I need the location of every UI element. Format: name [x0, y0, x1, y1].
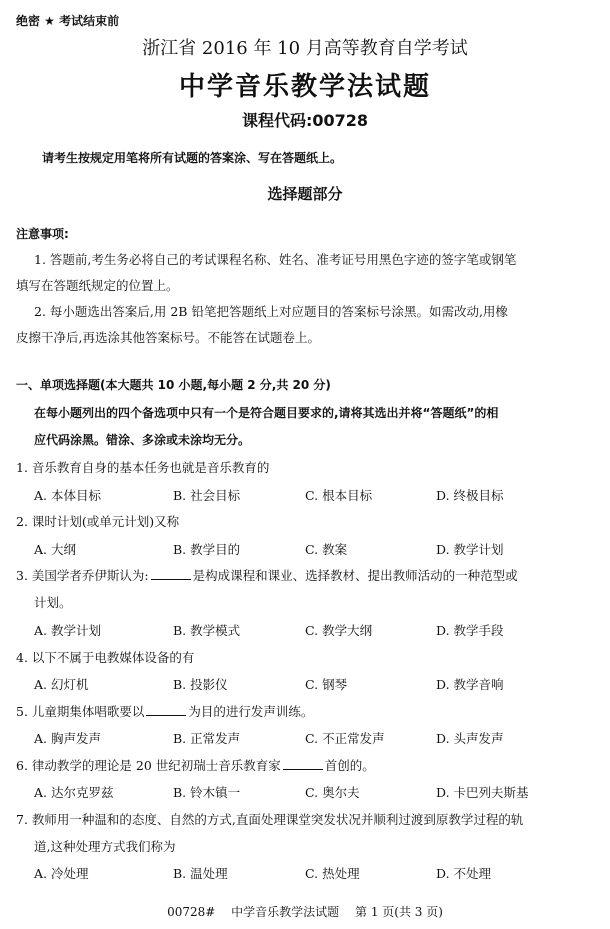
question-4-option-a: A. 幻灯机	[34, 677, 89, 692]
question-7-stem: 7. 教师用一种温和的态度、自然的方式,直面处理课堂突发状况并顺利过渡到原教学过程的轨	[16, 812, 524, 827]
answer-blank	[283, 757, 323, 770]
footer-subject: 中学音乐教学法试题	[231, 905, 340, 919]
question-6-stem	[16, 756, 375, 774]
question-4-stem: 4. 以下不属于电教媒体设备的有	[16, 650, 195, 665]
notice-item-2-line-2: 皮擦干净后,再选涂其他答案标号。不能答在试题卷上。	[16, 330, 320, 345]
question-5-stem-pre: 5. 儿童期集体唱歌要以	[16, 704, 145, 719]
question-5-stem-post: 为目的进行发声训练。	[188, 704, 314, 719]
answer-blank	[146, 703, 186, 716]
question-6-option-a: A. 达尔克罗兹	[34, 785, 114, 800]
page-footer	[0, 903, 610, 920]
footer-page-number: 第 1 页(共 3 页)	[355, 905, 443, 919]
question-3-option-a: A. 教学计划	[34, 623, 101, 638]
question-7-stem-continued: 道,这种处理方式我们称为	[34, 839, 176, 854]
question-5-option-c: C. 不正常发声	[305, 731, 385, 746]
question-5-option-b: B. 正常发声	[173, 731, 241, 746]
question-7-option-d: D. 不处理	[436, 866, 492, 881]
section-rule-line-1: 在每小题列出的四个备选项中只有一个是符合题目要求的,请将其选出并将“答题纸”的相	[34, 406, 499, 420]
exam-title: 浙江省 2016 年 10 月高等教育自学考试	[142, 38, 468, 59]
question-1-option-b: B. 社会目标	[173, 488, 241, 503]
question-3-stem-continued: 计划。	[34, 595, 72, 610]
question-4-option-b: B. 投影仪	[173, 677, 228, 692]
notice-title: 注意事项:	[16, 227, 69, 241]
question-2-option-d: D. 教学计划	[436, 542, 504, 557]
question-2-stem: 2. 课时计划(或单元计划)又称	[16, 514, 180, 529]
question-5-option-d: D. 头声发声	[436, 731, 504, 746]
question-5-option-a: A. 胸声发声	[34, 731, 101, 746]
question-7-option-c: C. 热处理	[305, 866, 360, 881]
question-2-option-c: C. 教案	[305, 542, 348, 557]
question-1-stem: 1. 音乐教育自身的基本任务也就是音乐教育的	[16, 460, 270, 475]
question-6-stem-post: 首创的。	[324, 758, 375, 773]
question-6-stem-pre: 6. 律动教学的理论是 20 世纪初瑞士音乐教育家	[16, 758, 281, 773]
question-3-option-b: B. 教学模式	[173, 623, 241, 638]
question-3-stem-pre: 3. 美国学者乔伊斯认为:	[16, 568, 149, 583]
notice-item-2-line-1: 2. 每小题选出答案后,用 2B 铅笔把答题纸上对应题目的答案标号涂黑。如需改动,用橡	[34, 304, 508, 319]
question-1-option-c: C. 根本目标	[305, 488, 373, 503]
subject-title: 中学音乐教学法试题	[178, 72, 431, 102]
question-7-option-a: A. 冷处理	[34, 866, 89, 881]
section-heading: 一、单项选择题(本大题共 10 小题,每小题 2 分,共 20 分)	[16, 378, 331, 392]
question-3-option-d: D. 教学手段	[436, 623, 504, 638]
part-title: 选择题部分	[267, 185, 343, 203]
question-3-stem	[16, 566, 518, 584]
question-6-option-c: C. 奥尔夫	[305, 785, 360, 800]
question-1-option-d: D. 终极目标	[436, 488, 504, 503]
notice-item-1-line-1: 1. 答题前,考生务必将自己的考试课程名称、姓名、准考证号用黑色字迹的签字笔或钢笔	[34, 252, 517, 267]
answer-instruction: 请考生按规定用笔将所有试题的答案涂、写在答题纸上。	[42, 151, 343, 165]
question-6-option-b: B. 铃木镇一	[173, 785, 241, 800]
question-2-option-a: A. 大纲	[34, 542, 76, 557]
question-3-option-c: C. 教学大纲	[305, 623, 373, 638]
section-rule-line-2: 应代码涂黑。错涂、多涂或未涂均无分。	[34, 433, 251, 447]
question-4-option-c: C. 钢琴	[305, 677, 348, 692]
question-2-option-b: B. 教学目的	[173, 542, 241, 557]
course-code: 课程代码:00728	[241, 111, 369, 130]
question-1-option-a: A. 本体目标	[34, 488, 101, 503]
question-3-stem-post: 是构成课程和课业、选择教材、提出教师活动的一种范型或	[192, 568, 518, 583]
confidential-mark: 绝密 ★ 考试结束前	[16, 14, 120, 28]
notice-item-1-line-2: 填写在答题纸规定的位置上。	[16, 278, 179, 293]
question-7-option-b: B. 温处理	[173, 866, 228, 881]
footer-code: 00728#	[167, 905, 216, 919]
answer-blank	[151, 567, 191, 580]
question-6-option-d: D. 卡巴列夫斯基	[436, 785, 529, 800]
question-4-option-d: D. 教学音响	[436, 677, 504, 692]
question-5-stem	[16, 702, 313, 720]
